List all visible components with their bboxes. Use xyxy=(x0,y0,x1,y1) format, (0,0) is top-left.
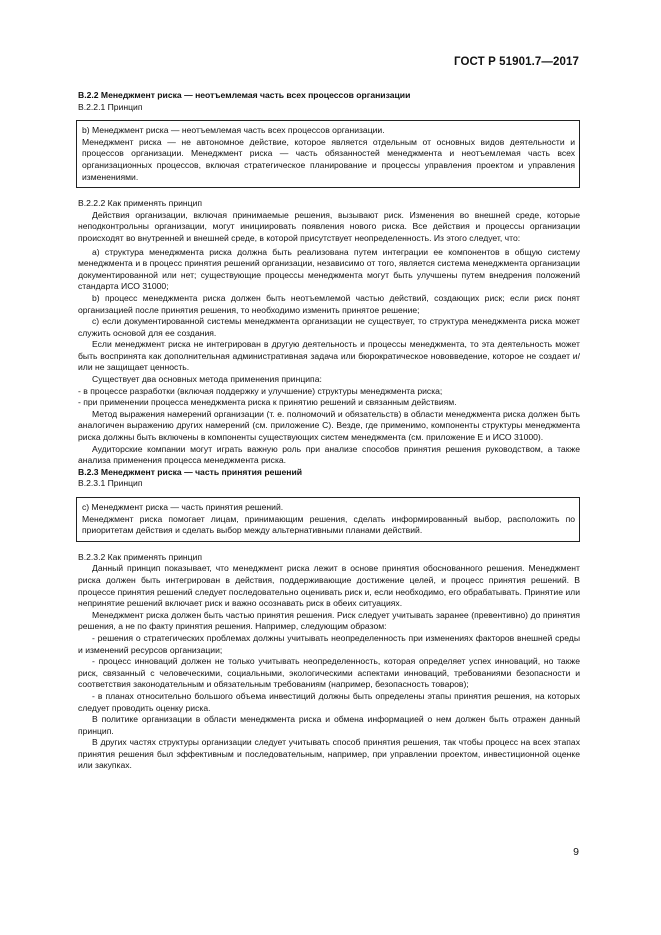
how-to-apply-label-b22: В.2.2.2 Как применять принцип xyxy=(78,198,203,209)
dash-list-item: - при применении процесса менеджмента риска к принятию решений и связанным действиям. xyxy=(78,397,457,408)
dash-list-item: - процесс инноваций должен не только учитывать неопределенность, которая определяет успех инноваций, но также риск, связанный с человеческими, социальными, экологическими аспектами инноваций, требованиями безопасности и соответствия законодательным и обязательным требованиям (например, безопасность товаров); xyxy=(78,656,580,690)
page-content xyxy=(78,90,580,772)
list-item-b: b) процесс менеджмента риска должен быть неотъемлемой частью действий, создающих риск; если риск понят организацией после принятия решения, то необходимо изменить принятое решение; xyxy=(78,292,580,315)
dash-list-item: - в планах относительно большого объема инвестиций должны быть определены этапы принятия решения, на которых следует проводить оценку риска. xyxy=(78,690,580,713)
paragraph: Существует два основных метода применения принципа: xyxy=(92,374,322,385)
principle-box-b23-line2: Менеджмент риска помогает лицам, принимающим решения, сделать информированный выбор, расположить по приоритетам действия и сделать выбор между альтернативными планами действий. xyxy=(82,513,575,536)
principle-box-b22 xyxy=(76,120,580,188)
paragraph: Метод выражения намерений организации (т. е. полномочий и обязательств) в области менеджмента риска должен быть аналогичен выражению других намерений (см. приложение С). Везде, где применимо, компоненты структуры менеджмента риска должны быть включены в компоненты существующих систем менеджмента (см. приложение Е и ИСО 31000). xyxy=(78,408,580,443)
principle-label-b22: В.2.2.1 Принцип xyxy=(78,101,143,112)
how-to-apply-label-b23: В.2.3.2 Как применять принцип xyxy=(78,551,203,562)
principle-box-b23 xyxy=(76,497,580,542)
paragraph: Действия организации, включая принимаемые решения, вызывают риск. Изменения во внешней среде, которые неподконтрольны организации, могут инициировать появления нового риска. Все действия и процессы организации происходят во внутренней и внешней среде, в которой присутствует неопределенность. Из этого следует, что: xyxy=(78,209,580,243)
paragraph: Менеджмент риска должен быть частью принятия решения. Риск следует учитывать заранее (превентивно) до принятия решения, а не по факту принятия решения. Например, следующим образом: xyxy=(78,609,580,632)
page-number: 9 xyxy=(573,846,579,858)
principle-box-b22-line1: b) Менеджмент риска — неотъемлемая часть всех процессов организации. xyxy=(82,125,385,136)
standard-code-header: ГОСТ Р 51901.7—2017 xyxy=(454,56,579,68)
section-heading-b22: В.2.2 Менеджмент риска — неотъемлемая часть всех процессов организации xyxy=(78,90,411,100)
paragraph: Аудиторские компании могут играть важную роль при анализе способов принятия решения руководством, а также анализа применения процесса менеджмента риска. xyxy=(78,443,580,466)
principle-box-b22-line2: Менеджмент риска — не автономное действие, которое является отдельным от основных видов деятельности и процессов организации. Менеджмент риска — часть обязанностей менеджмента и неотъемлемая часть всех организационных процессов, включая стратегическое планирование и процессы управления проектом и управления изменениями. xyxy=(82,136,575,182)
principle-label-b23: В.2.3.1 Принцип xyxy=(78,478,143,489)
list-item-c: c) если документированной системы менеджмента организации не существует, то структура менеджмента риска может служить основой для ее создания. xyxy=(78,316,580,338)
principle-box-b23-line1: c) Менеджмент риска — часть принятия решений. xyxy=(82,502,284,512)
paragraph: В политике организации в области менеджмента риска и обмена информацией о нем должен быть отражен данный принцип. xyxy=(78,714,580,736)
paragraph: В других частях структуры организации следует учитывать способ принятия решения, так чтобы процесс на всех этапах принятия решения был эффективным и последовательным, например, при управлении проектом, инвестиционной оценке или закупках. xyxy=(78,737,580,771)
paragraph: Если менеджмент риска не интегрирован в другую деятельность и процессы менеджмента, то эта деятельность может быть воспринята как дополнительная административная задача или бюрократическое нововведение, которое не создает и/или не защищает ценность. xyxy=(78,339,580,373)
paragraph: Данный принцип показывает, что менеджмент риска лежит в основе принятия обоснованного решения. Менеджмент риска должен быть интегрирован в действия, поддерживающие достижение целей, и процесс принятия решений. В процессе принятия решений следует последовательно оценивать риск и, если необходимо, его обрабатывать. Принятие или непринятие решений включает риск и важно осознавать риск в обеих ситуациях. xyxy=(78,563,580,609)
dash-list-item: - решения о стратегических проблемах должны учитывать неопределенность при изменениях факторов внешней среды и изменений ресурсов организации; xyxy=(78,632,580,655)
dash-list-item: - в процессе разработки (включая поддержку и улучшение) структуры менеджмента риска; xyxy=(78,385,443,396)
section-heading-b23: В.2.3 Менеджмент риска — часть принятия решений xyxy=(78,466,303,477)
list-item-a: а) структура менеджмента риска должна быть реализована путем интеграции ее компонентов в общую систему менеджмента и в процесс принятия решений организации, независимо от того, является система менеджмента организации документированной или нет; существующие процессы менеджмента могут быть улучшены путем внедрения положений стандарта ИСО 31000; xyxy=(78,246,580,292)
